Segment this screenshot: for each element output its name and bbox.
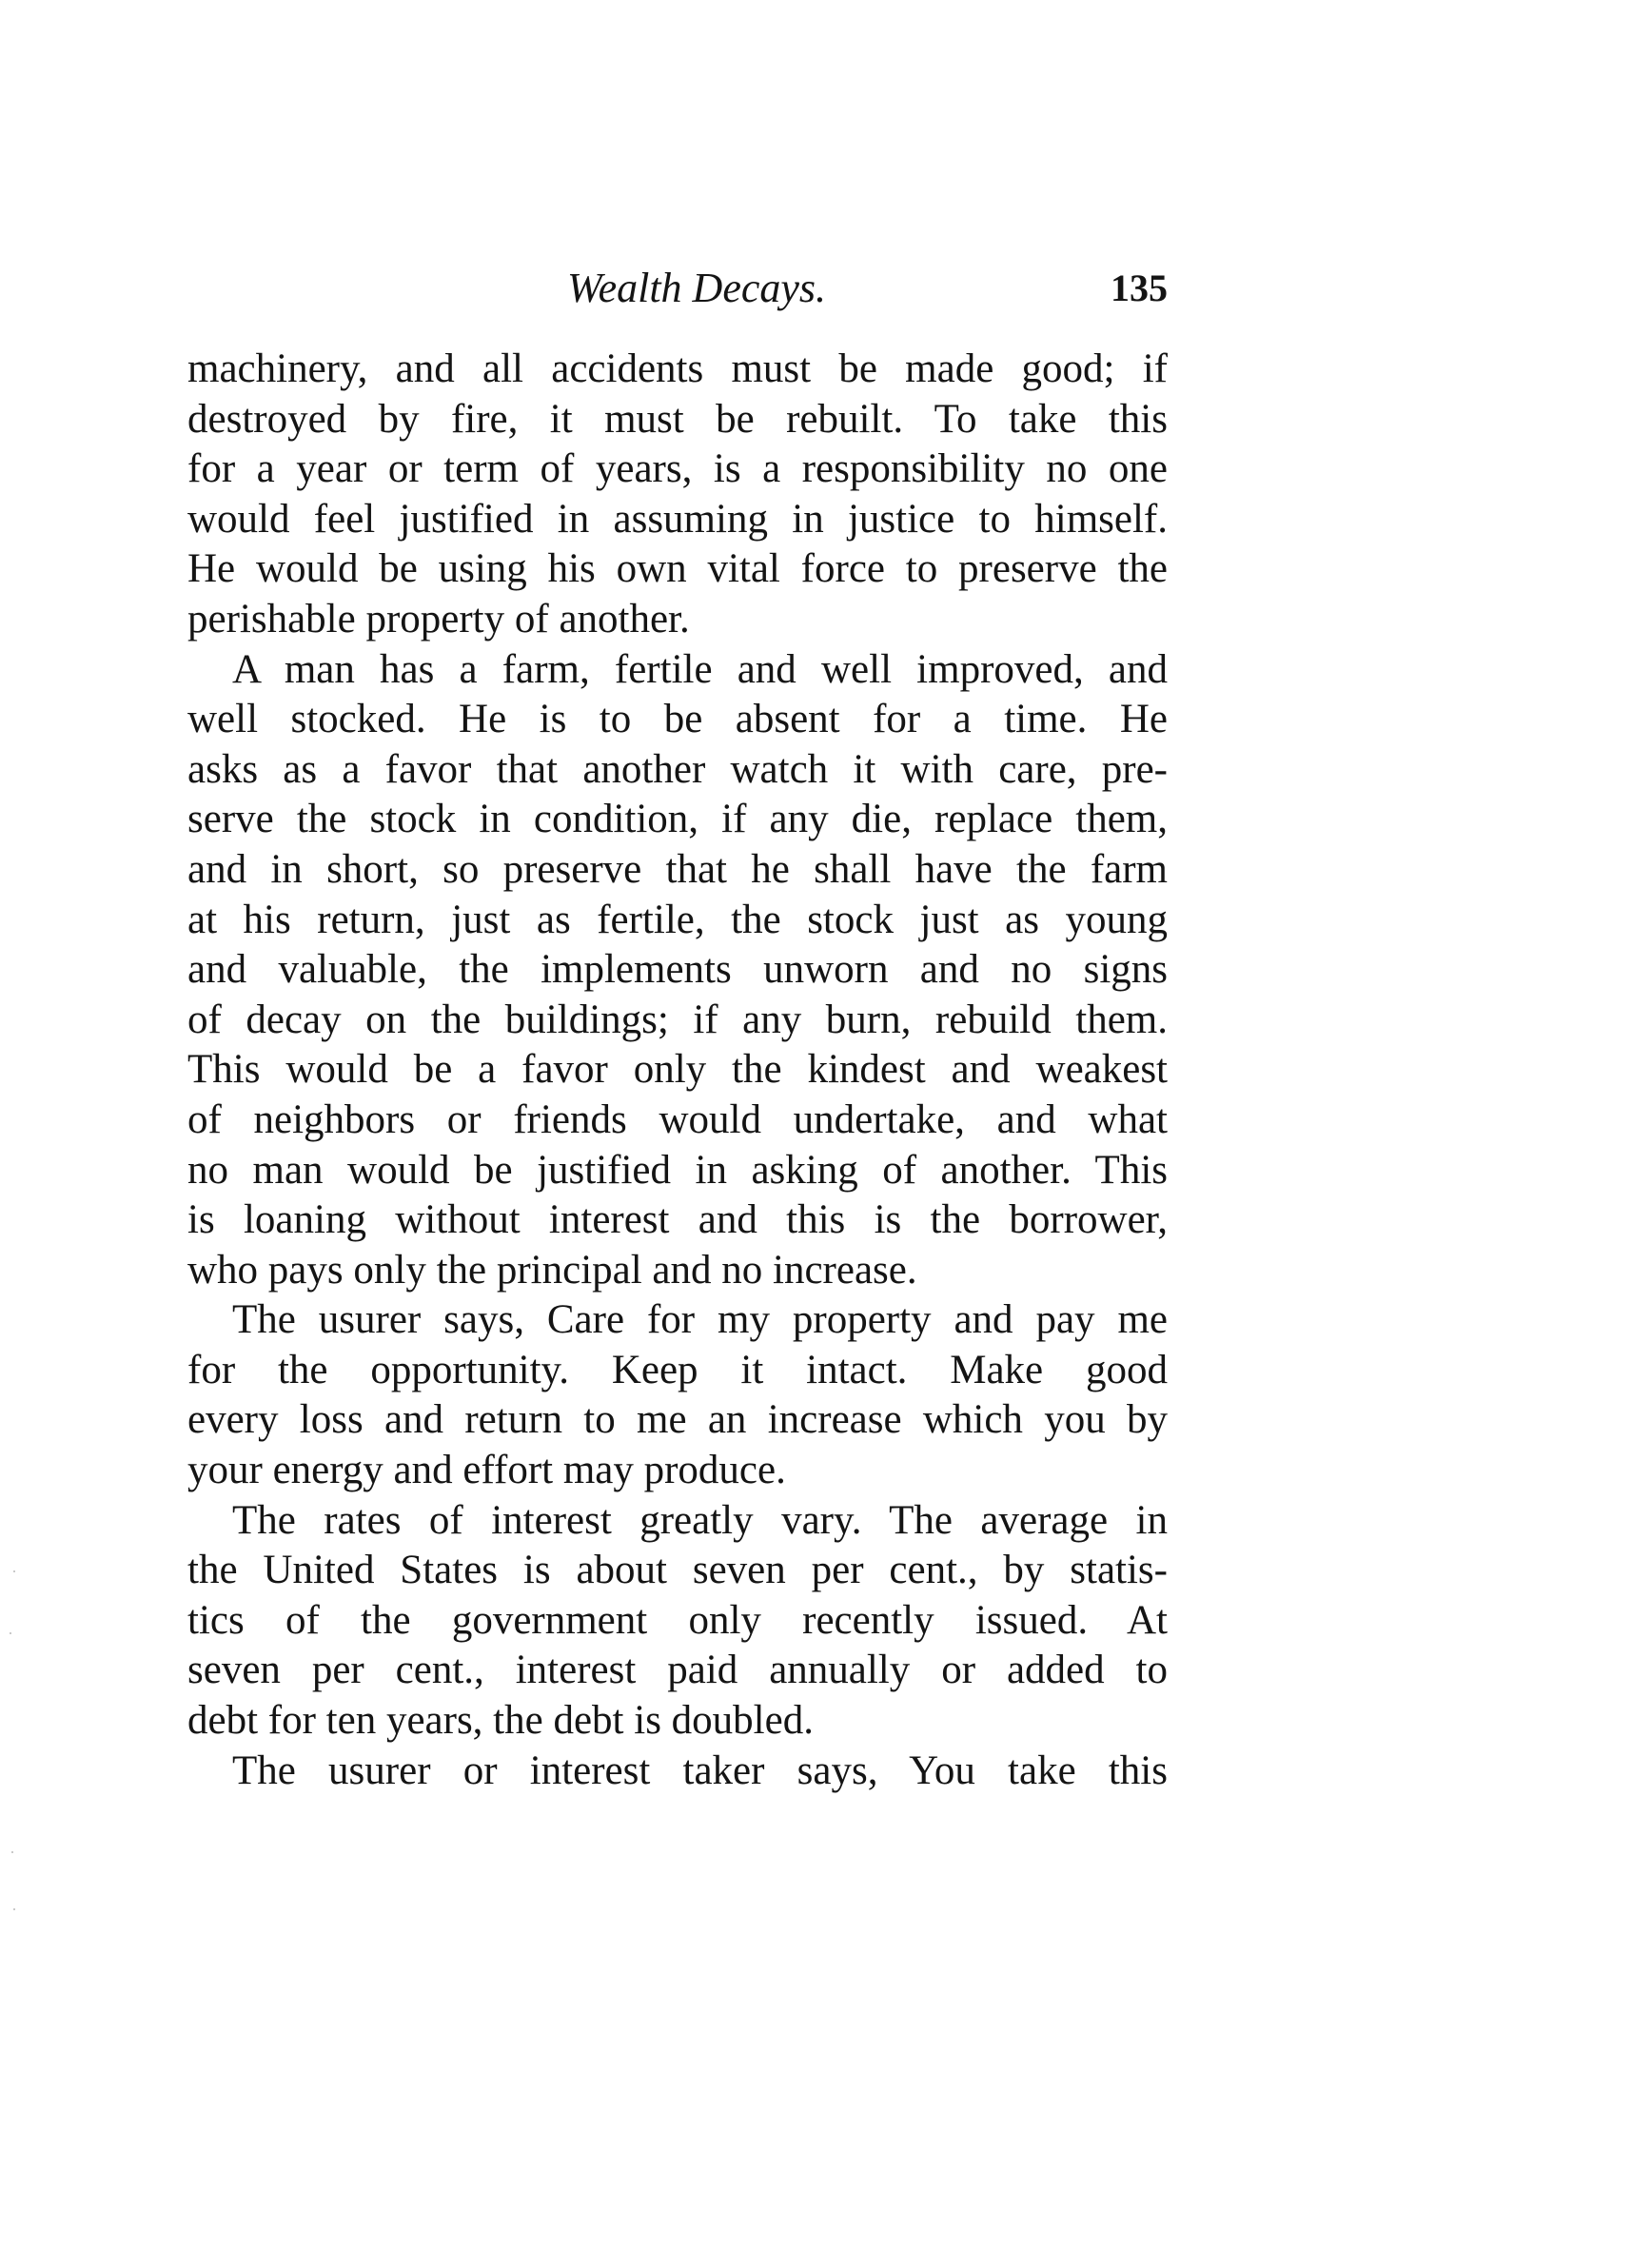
text-line: the United States is about seven per cent., by statis- (187, 1548, 1168, 1593)
text-line: for a year or term of years, is a responsibility no one (187, 446, 1168, 492)
text-line: well stocked. He is to be absent for a time. He (187, 697, 1168, 742)
text-line: A man has a farm, fertile and well improved, and (232, 646, 1168, 692)
text-line: at his return, just as fertile, the stock just as young (187, 897, 1168, 942)
text-line: perishable property of another. (187, 596, 690, 642)
text-line: The rates of interest greatly vary. The average in (232, 1497, 1168, 1543)
scan-speck (11, 1851, 13, 1853)
text-line: This would be a favor only the kindest and weakest (187, 1047, 1168, 1093)
text-line: seven per cent., interest paid annually or added to (187, 1648, 1168, 1693)
text-line: would feel justified in assuming in justice to himself. (187, 496, 1168, 542)
text-line: machinery, and all accidents must be made good; if (187, 346, 1168, 391)
text-line: debt for ten years, the debt is doubled. (187, 1698, 814, 1744)
text-line: and valuable, the implements unworn and no signs (187, 947, 1168, 993)
text-line: asks as a favor that another watch it with care, pre- (187, 746, 1168, 792)
text-line: who pays only the principal and no increase. (187, 1247, 917, 1293)
scan-speck (13, 1908, 15, 1910)
text-line: and in short, so preserve that he shall have the farm (187, 846, 1168, 892)
text-line: of neighbors or friends would undertake, and what (187, 1096, 1168, 1142)
text-line: destroyed by fire, it must be rebuilt. To take this (187, 396, 1168, 442)
text-line: The usurer says, Care for my property and pay me (232, 1297, 1168, 1343)
scan-speck (13, 1570, 15, 1572)
text-line: serve the stock in condition, if any die, replace them, (187, 797, 1168, 842)
text-line: every loss and return to me an increase which you by (187, 1397, 1168, 1443)
text-line: no man would be justified in asking of another. This (187, 1147, 1168, 1193)
text-line: The usurer or interest taker says, You take this (232, 1747, 1168, 1793)
page-number: 135 (1111, 267, 1168, 309)
text-line: tics of the government only recently issued. At (187, 1597, 1168, 1643)
page-header (187, 255, 1168, 322)
text-line: of decay on the buildings; if any burn, rebuild them. (187, 997, 1168, 1042)
body-text (187, 345, 1168, 1796)
text-line: He would be using his own vital force to preserve the (187, 546, 1168, 592)
running-title: Wealth Decays. (566, 265, 827, 311)
text-line: for the opportunity. Keep it intact. Make good (187, 1347, 1168, 1392)
scan-speck (10, 1632, 11, 1634)
text-line: is loaning without interest and this is the borrower, (187, 1197, 1168, 1243)
text-line: your energy and effort may produce. (187, 1448, 786, 1493)
